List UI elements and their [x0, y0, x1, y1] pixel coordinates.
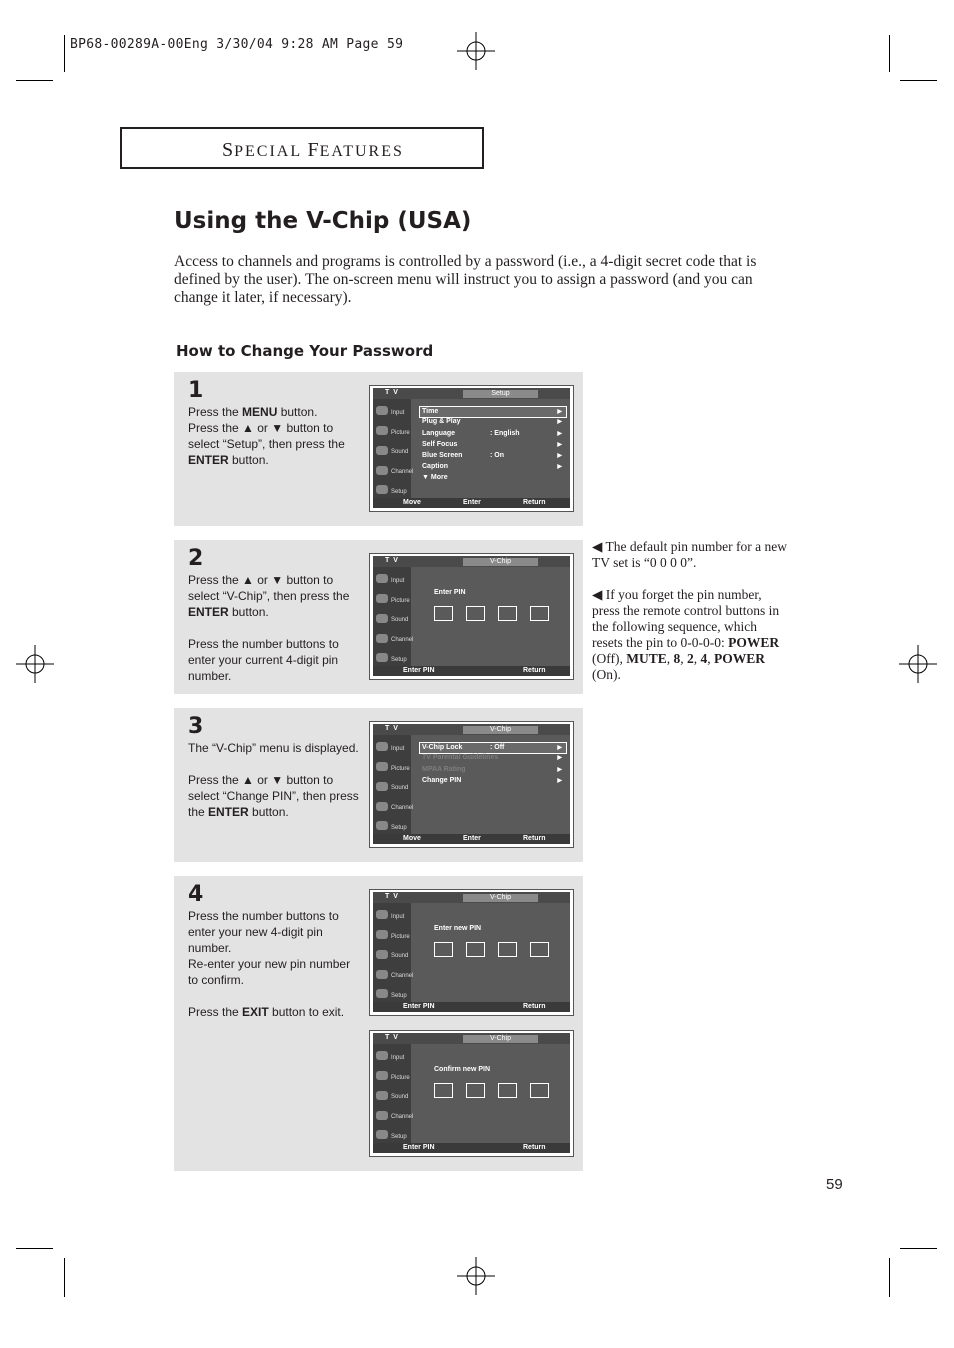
osd-screen-confirm-pin: T V V-Chip Input Picture Sound Channel Setup Confirm new PIN Enter PIN Return — [369, 1030, 574, 1157]
osd-row: ▼ More — [422, 474, 448, 481]
pin-digit-box — [530, 1083, 549, 1098]
osd-row: MPAA Rating ▶ — [422, 766, 562, 773]
page-number: 59 — [826, 1176, 843, 1193]
registration-mark-icon — [899, 645, 937, 683]
osd-row: Language : English ▶ — [422, 430, 562, 437]
osd-row: Self Focus ▶ — [422, 441, 562, 448]
pin-digit-box — [498, 942, 517, 957]
osd-row: V-Chip Lock : Off ▶ — [419, 742, 567, 754]
pin-prompt: Confirm new PIN — [434, 1066, 491, 1073]
pin-digit-box — [466, 606, 485, 621]
step-2-panel — [174, 540, 583, 694]
registration-mark-icon — [457, 32, 495, 70]
pin-digit-box — [466, 1083, 485, 1098]
step-1-panel — [174, 372, 583, 526]
osd-row: TV Parental Guidelines ▶ — [422, 754, 562, 761]
osd-screen-enter-pin: T V V-Chip Input Picture Sound Channel Setup Enter PIN Enter PIN Return — [369, 553, 574, 680]
pin-prompt: Enter new PIN — [434, 925, 482, 932]
osd-sidebar: Input Picture Sound Channel Setup — [373, 735, 411, 834]
osd-row: Blue Screen : On ▶ — [422, 452, 562, 459]
step-3-panel — [174, 708, 583, 862]
side-notes — [592, 539, 788, 683]
pin-digit-box — [530, 942, 549, 957]
osd-row: Plug & Play ▶ — [422, 418, 562, 425]
osd-sidebar: Input Picture Sound Channel Setup — [373, 903, 411, 1002]
section-header — [120, 127, 484, 169]
osd-screen-setup: T V Setup Input Picture Sound Channel Setup Time ▶ Plug & Play ▶ Language : English ▶ Self Focus ▶ Blue Screen : On ▶ Caption ▶ ▼ More Move Enter Return — [369, 385, 574, 512]
osd-row: Change PIN ▶ — [422, 777, 562, 784]
intro-paragraph: Access to channels and programs is controlled by a password (i.e., a 4-digit secret code that is defined by the user). The on-screen menu will instruct you to assign a password (and you can change it later, if necessary). — [174, 253, 757, 306]
osd-sidebar: Input Picture Sound Channel Setup — [373, 567, 411, 666]
osd-sidebar: Input Picture Sound Channel Setup — [373, 1044, 411, 1143]
note-default-pin: ◀ The default pin number for a new TV set is “0 0 0 0”. — [592, 539, 787, 570]
step-number: 4 — [188, 882, 204, 907]
section-title: SPECIAL FEATURES — [222, 139, 404, 161]
step-instructions: Press the ▲ or ▼ button to select “V-Chip”, then press the ENTER button. Press the number buttons to enter your current 4-digit pin number. — [188, 573, 350, 683]
osd-footer: Enter PIN Return — [373, 666, 570, 676]
osd-sidebar: Input Picture Sound Channel Setup — [373, 399, 411, 498]
step-instructions: The “V-Chip” menu is displayed. Press the ▲ or ▼ button to select “Change PIN”, then press the ENTER button. — [188, 741, 359, 819]
osd-footer: Enter PIN Return — [373, 1143, 570, 1153]
osd-screen-new-pin: T V V-Chip Input Picture Sound Channel Setup Enter new PIN Enter PIN Return — [369, 889, 574, 1016]
pin-prompt: Enter PIN — [434, 589, 466, 596]
step-instructions: Press the MENU button. Press the ▲ or ▼ button to select “Setup”, then press the ENTER button. — [188, 405, 345, 467]
note-forgot-pin: ◀ If you forget the pin number, press the remote control buttons in the following sequence, which resets the pin to 0-0-0-0: POWER (Off), MUTE, 8, 2, 4, POWER (On). — [592, 587, 780, 682]
step-number: 3 — [188, 714, 204, 739]
pin-digit-box — [434, 606, 453, 621]
pin-digit-box — [466, 942, 485, 957]
registration-mark-icon — [457, 1257, 495, 1295]
osd-screen-vchip-menu: T V V-Chip Input Picture Sound Channel Setup V-Chip Lock : Off ▶ TV Parental Guidelines ▶ MPAA Rating ▶ Change PIN ▶ Move Enter Return — [369, 721, 574, 848]
pin-digit-box — [434, 1083, 453, 1098]
step-4-panel — [174, 876, 583, 1171]
page-title: Using the V-Chip (USA) — [174, 208, 472, 234]
print-slug: BP68-00289A-00Eng 3/30/04 9:28 AM Page 59 — [70, 37, 404, 52]
osd-row: Caption ▶ — [422, 463, 562, 470]
step-number: 1 — [188, 378, 204, 403]
step-number: 2 — [188, 546, 204, 571]
pin-digit-box — [530, 606, 549, 621]
pin-digit-box — [434, 942, 453, 957]
osd-footer: Move Enter Return — [373, 498, 570, 508]
step-instructions: Press the number buttons to enter your new 4-digit pin number. Re-enter your new pin number to confirm. Press the EXIT button to exit. — [188, 909, 351, 1019]
subheading: How to Change Your Password — [176, 342, 434, 360]
osd-footer: Move Enter Return — [373, 834, 570, 844]
pin-digit-box — [498, 1083, 517, 1098]
pin-digit-box — [498, 606, 517, 621]
osd-footer: Enter PIN Return — [373, 1002, 570, 1012]
registration-mark-icon — [16, 645, 54, 683]
osd-row: Time ▶ — [419, 406, 567, 418]
